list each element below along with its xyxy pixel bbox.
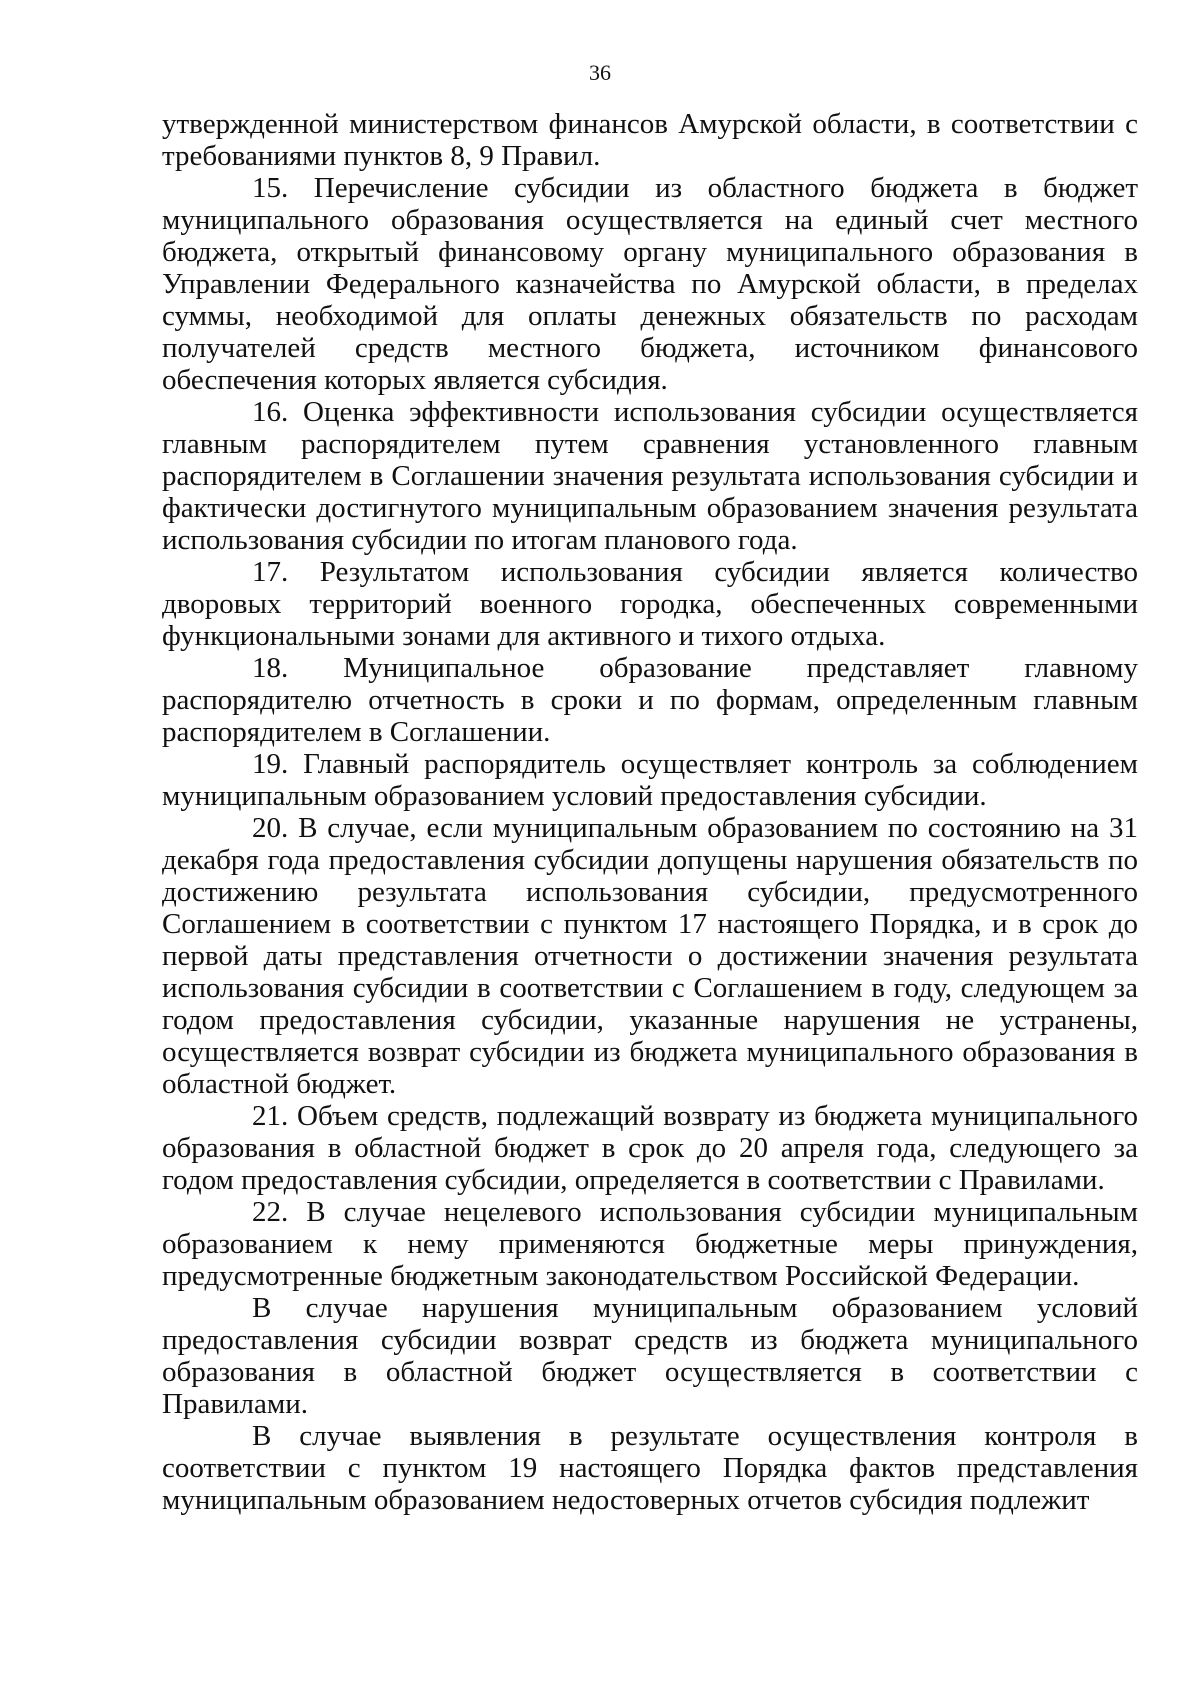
paragraph-21: 21. Объем средств, подлежащий возврату из бюджета муниципального образования в областной бюджет в срок до 20 апреля года, следующего за годом предоставления субсидии, определяется в соответствии с Правилами. bbox=[162, 1100, 1138, 1196]
paragraph-15: 15. Перечисление субсидии из областного бюджета в бюджет муниципального образования осуществляется на единый счет местного бюджета, открытый финансовому органу муниципального образования в Управлении Федерального казначейства по Амурской области, в пределах суммы, необходимой для оплаты денежных обязательств по расходам получателей средств местного бюджета, источником финансового обеспечения которых является субсидия. bbox=[162, 172, 1138, 396]
paragraph-22-false-reports: В случае выявления в результате осуществления контроля в соответствии с пунктом 19 настоящего Порядка фактов представления муниципальным образованием недостоверных отчетов субсидия подлежит bbox=[162, 1420, 1138, 1516]
paragraph-20: 20. В случае, если муниципальным образованием по состоянию на 31 декабря года предоставления субсидии допущены нарушения обязательств по достижению результата использования субсидии, предусмотренного Соглашением в соответствии с пунктом 17 настоящего Порядка, и в срок до первой даты представления отчетности о достижении значения результата использования субсидии в соответствии с Соглашением в году, следующем за годом предоставления субсидии, указанные нарушения не устранены, осуществляется возврат субсидии из бюджета муниципального образования в областной бюджет. bbox=[162, 812, 1138, 1100]
paragraph-16: 16. Оценка эффективности использования субсидии осуществляется главным распорядителем путем сравнения установленного главным распорядителем в Соглашении значения результата использования субсидии и фактически достигнутого муниципальным образованием значения результата использования субсидии по итогам планового года. bbox=[162, 396, 1138, 556]
document-body bbox=[162, 108, 1138, 1516]
page-number: 36 bbox=[589, 60, 611, 85]
paragraph-17: 17. Результатом использования субсидии является количество дворовых территорий военного городка, обеспеченных современными функциональными зонами для активного и тихого отдыха. bbox=[162, 556, 1138, 652]
paragraph-continuation: утвержденной министерством финансов Амурской области, в соответствии с требованиями пунктов 8, 9 Правил. bbox=[162, 108, 1138, 172]
paragraph-22: 22. В случае нецелевого использования субсидии муниципальным образованием к нему применяются бюджетные меры принуждения, предусмотренные бюджетным законодательством Российской Федерации. bbox=[162, 1196, 1138, 1292]
paragraph-18: 18. Муниципальное образование представляет главному распорядителю отчетность в сроки и по формам, определенным главным распорядителем в Соглашении. bbox=[162, 652, 1138, 748]
paragraph-22-violation: В случае нарушения муниципальным образованием условий предоставления субсидии возврат средств из бюджета муниципального образования в областной бюджет осуществляется в соответствии с Правилами. bbox=[162, 1292, 1138, 1420]
paragraph-19: 19. Главный распорядитель осуществляет контроль за соблюдением муниципальным образованием условий предоставления субсидии. bbox=[162, 748, 1138, 812]
